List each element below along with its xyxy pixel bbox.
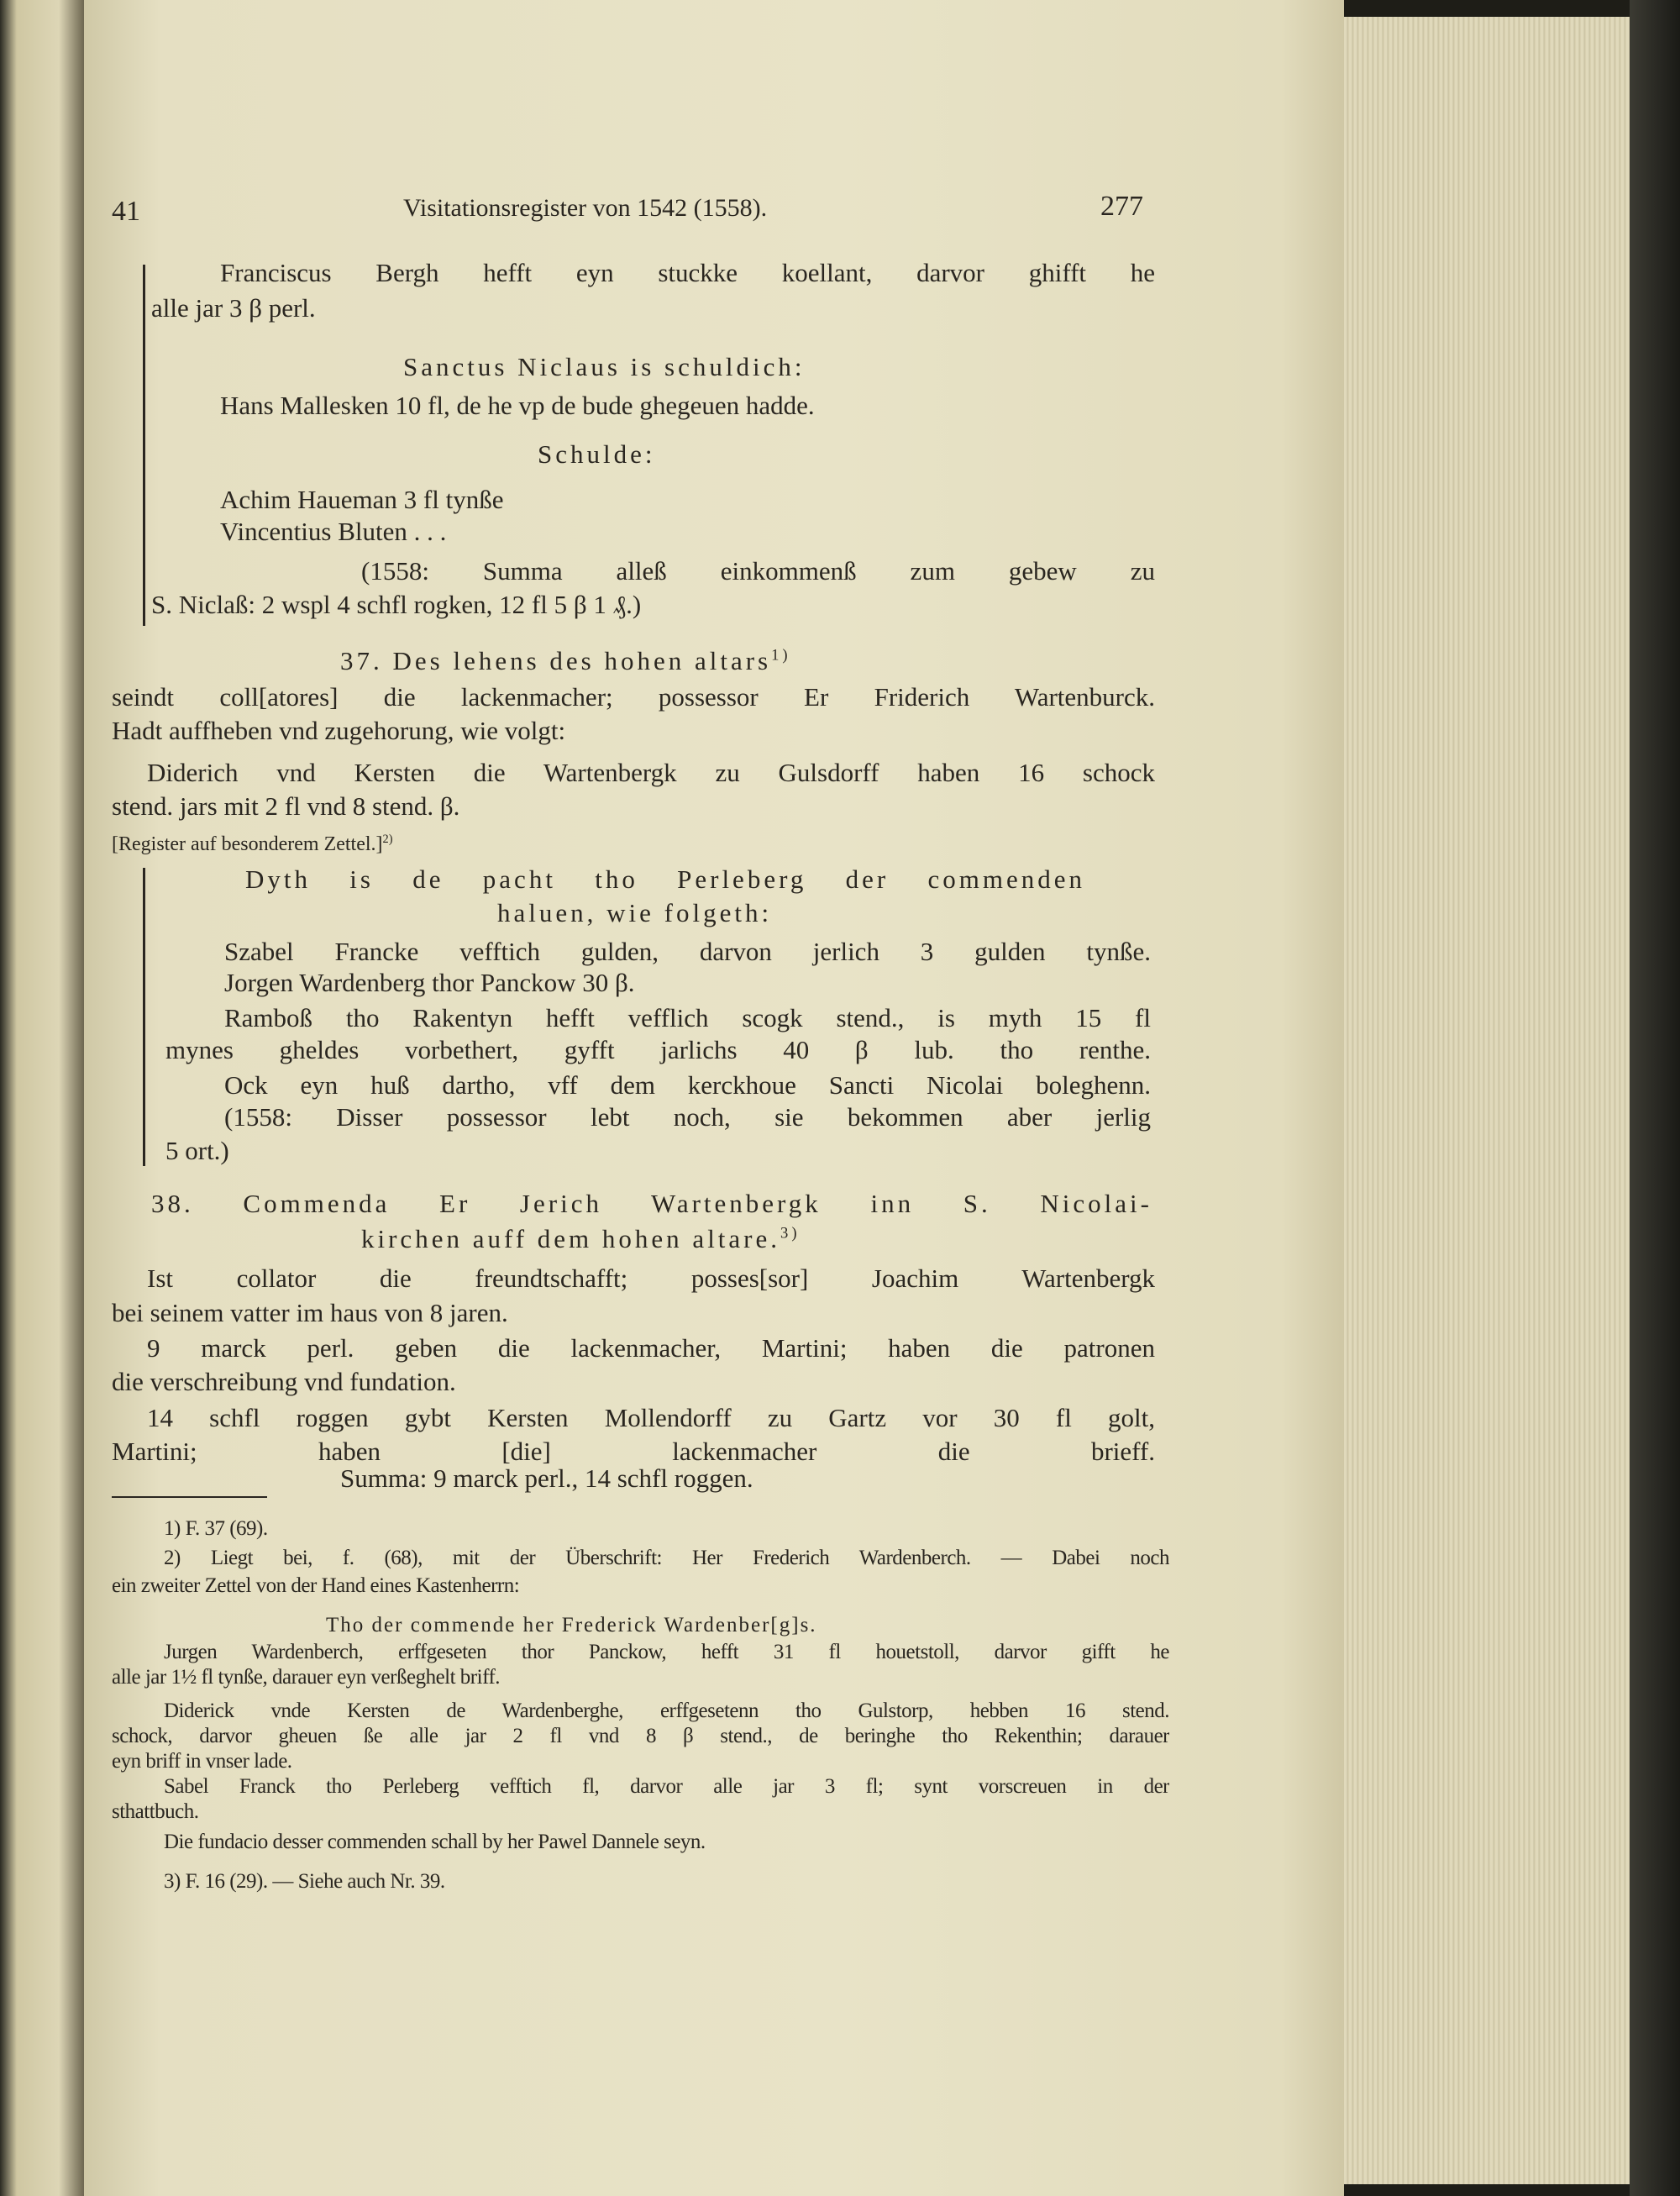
footnote-rule	[112, 1496, 267, 1498]
footnote: Diderick vnde Kersten de Wardenberghe, erffgesetenn tho Gulstorp, hebben 16 stend.	[164, 1700, 1169, 1722]
footnote: alle jar 1½ fl tynße, darauer eyn verßeghelt briff.	[112, 1666, 501, 1689]
page-stack-edges	[1344, 17, 1630, 2184]
heading-text: kirchen auff dem hohen altare.	[361, 1224, 781, 1253]
block-heading: haluen, wie folgeth:	[497, 898, 773, 927]
margin-bar	[143, 868, 145, 1166]
text-line: 14 schfl roggen gybt Kersten Mollendorff zu Gartz vor 30 fl golt,	[147, 1403, 1155, 1432]
text-line: Szabel Francke vefftich gulden, darvon jerlich 3 gulden tynße.	[224, 937, 1151, 966]
footnote: Die fundacio desser commenden schall by her Pawel Dannele seyn.	[164, 1831, 706, 1853]
footnote-ref: 3)	[780, 1224, 801, 1242]
text-line: stend. jars mit 2 fl vnd 8 stend. β.	[112, 791, 460, 821]
subheading: Sanctus Niclaus is schuldich:	[403, 352, 806, 381]
summa-line: Summa: 9 marck perl., 14 schfl roggen.	[340, 1463, 753, 1493]
text-line: mynes gheldes vorbethert, gyfft jarlichs 40 β lub. tho renthe.	[165, 1035, 1151, 1064]
section-heading-38-cont	[361, 1222, 801, 1256]
text-line: die verschreibung vnd fundation.	[112, 1367, 456, 1396]
footnote: eyn briff in vnser lade.	[112, 1750, 292, 1773]
book-cover	[1630, 0, 1680, 2196]
footnote: 2) Liegt bei, f. (68), mit der Überschrift: Her Frederich Wardenberch. — Dabei noch	[164, 1547, 1169, 1569]
page-number: 277	[1100, 191, 1143, 222]
register-note	[112, 827, 393, 861]
footnote-ref: 1)	[771, 646, 791, 665]
text-line: Ock eyn huß dartho, vff dem kerckhoue Sancti Nicolai boleghenn.	[224, 1070, 1151, 1100]
footnote-ref: 2)	[382, 833, 393, 846]
footnote: 3) F. 16 (29). — Siehe auch Nr. 39.	[164, 1870, 445, 1893]
footnote: Sabel Franck tho Perleberg vefftich fl, darvor alle jar 3 fl; synt vorscreuen in der	[164, 1775, 1169, 1798]
text-line: Ramboß tho Rakentyn hefft vefflich scogk stend., is myth 15 fl	[224, 1003, 1151, 1032]
footnote: Tho der commende her Frederick Wardenber[g]s.	[326, 1614, 817, 1636]
footnote: 1) F. 37 (69).	[164, 1517, 268, 1540]
text-line: 5 ort.)	[165, 1136, 229, 1165]
text-line: Achim Haueman 3 fl tynße	[220, 485, 504, 514]
footnote: ein zweiter Zettel von der Hand eines Kastenherrn:	[112, 1574, 520, 1597]
subheading: Schulde:	[538, 439, 656, 469]
text-line: Ist collator die freundtschafft; posses[sor] Joachim Wartenbergk	[147, 1263, 1155, 1293]
text-line: Vincentius Bluten . . .	[220, 517, 447, 546]
text-line: (1558: Disser possessor lebt noch, sie bekommen aber jerlig	[224, 1102, 1151, 1132]
text-line: Diderich vnd Kersten die Wartenbergk zu Gulsdorff haben 16 schock	[147, 758, 1155, 787]
footnote: Jurgen Wardenberch, erffgeseten thor Panckow, hefft 31 fl houetstoll, darvor gifft he	[164, 1641, 1169, 1663]
text-line: seindt coll[atores] die lackenmacher; possessor Er Friderich Wartenburck.	[112, 682, 1155, 712]
text-line: alle jar 3 β perl.	[151, 293, 316, 323]
text-line: Hadt auffheben vnd zugehorung, wie volgt:	[112, 716, 566, 745]
block-heading: Dyth is de pacht tho Perleberg der commenden	[245, 864, 1085, 894]
text-line: S. Niclaß: 2 wspl 4 schfl rogken, 12 fl 5 β 1 ₰.)	[151, 590, 642, 619]
footnote: sthattbuch.	[112, 1800, 199, 1823]
text-line: (1558: Summa alleß einkommenß zum gebew zu	[361, 556, 1155, 586]
text-line: 9 marck perl. geben die lackenmacher, Martini; haben die patronen	[147, 1333, 1155, 1363]
section-heading-38: 38. Commenda Er Jerich Wartenbergk inn S. Nicolai-	[151, 1189, 1152, 1218]
section-number: 41	[112, 196, 140, 227]
margin-bar	[143, 265, 145, 626]
text-line: bei seinem vatter im haus von 8 jaren.	[112, 1298, 508, 1327]
text-line: Franciscus Bergh hefft eyn stuckke koellant, darvor ghifft he	[220, 258, 1155, 287]
text-line: Hans Mallesken 10 fl, de he vp de bude ghegeuen hadde.	[220, 391, 815, 420]
heading-text: 37. Des lehens des hohen altars	[340, 646, 772, 675]
section-heading-37	[340, 644, 791, 678]
running-title: Visitationsregister von 1542 (1558).	[403, 194, 768, 222]
note-text: [Register auf besonderem Zettel.]	[112, 833, 383, 855]
text-line: Jorgen Wardenberg thor Panckow 30 β.	[224, 968, 635, 997]
footnote: schock, darvor gheuen ße alle jar 2 fl vnd 8 β stend., de beringhe tho Rekenthin; darauer	[112, 1725, 1169, 1747]
left-page-edge	[0, 0, 84, 2196]
text-line: Martini; haben [die] lackenmacher die brieff.	[112, 1437, 1155, 1466]
